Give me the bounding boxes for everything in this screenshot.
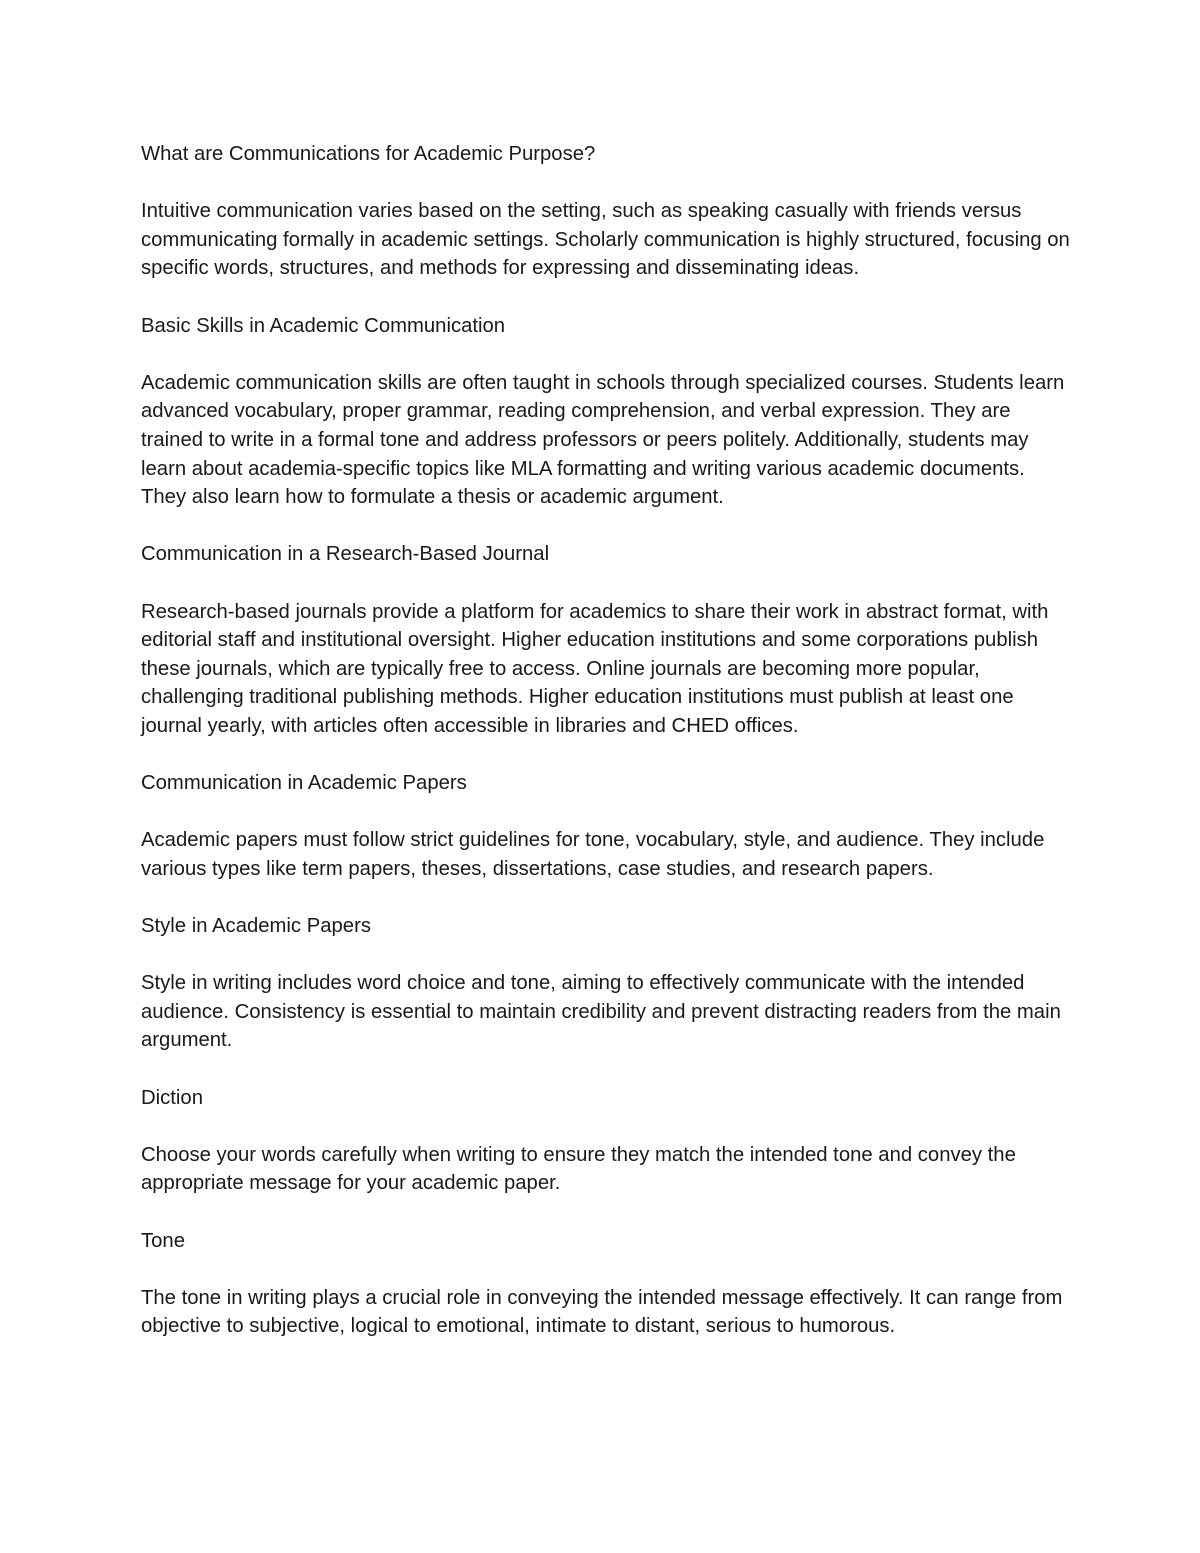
section-heading: Communication in a Research-Based Journal: [141, 543, 550, 566]
section-paragraph: The tone in writing plays a crucial role in conveying the intended message effectively. It can range from objective to subjective, logical to emotional, intimate to distant, serious to humorous.: [141, 1286, 1063, 1338]
section-paragraph: Academic papers must follow strict guidelines for tone, vocabulary, style, and audience. They include various types like term papers, theses, dissertations, case studies, and research papers.: [141, 829, 1045, 880]
section-paragraph: Academic communication skills are often taught in schools through specialized courses. Students learn advanced vocabulary, proper grammar, reading comprehension, and verbal expression. They are trained to write in a formal tone and address professors or peers politely. Additionally, students may learn about academia-specific topics like MLA formatting and writing various academic documents. They also learn how to formulate a thesis or academic argument.: [141, 371, 1065, 509]
section-heading: Style in Academic Papers: [141, 915, 371, 938]
section-heading: Tone: [141, 1229, 185, 1252]
document-content: [141, 140, 1071, 1341]
section-paragraph: Research-based journals provide a platform for academics to share their work in abstract format, with editorial staff and institutional oversight. Higher education institutions and some corporations publish these journals, which are typically free to access. Online journals are becoming more popular, challenging traditional publishing methods. Higher education institutions must publish at least one journal yearly, with articles often accessible in libraries and CHED offices.: [141, 600, 1049, 737]
section-heading: What are Communications for Academic Purpose?: [141, 143, 596, 165]
section-paragraph: Style in writing includes word choice and tone, aiming to effectively communicate with the intended audience. Consistency is essential to maintain credibility and prevent distracting readers from the main argument.: [141, 972, 1061, 1052]
section-heading: Communication in Academic Papers: [141, 772, 467, 795]
section-paragraph: Intuitive communication varies based on the setting, such as speaking casually with friends versus communicating formally in academic settings. Scholarly communication is highly structured, focusing on specific words, structures, and methods for expressing and disseminating ideas.: [141, 200, 1070, 280]
section-heading: Basic Skills in Academic Communication: [141, 314, 506, 337]
section-paragraph: Choose your words carefully when writing to ensure they match the intended tone and convey the appropriate message for your academic paper.: [141, 1143, 1016, 1195]
section-heading: Diction: [141, 1086, 203, 1109]
